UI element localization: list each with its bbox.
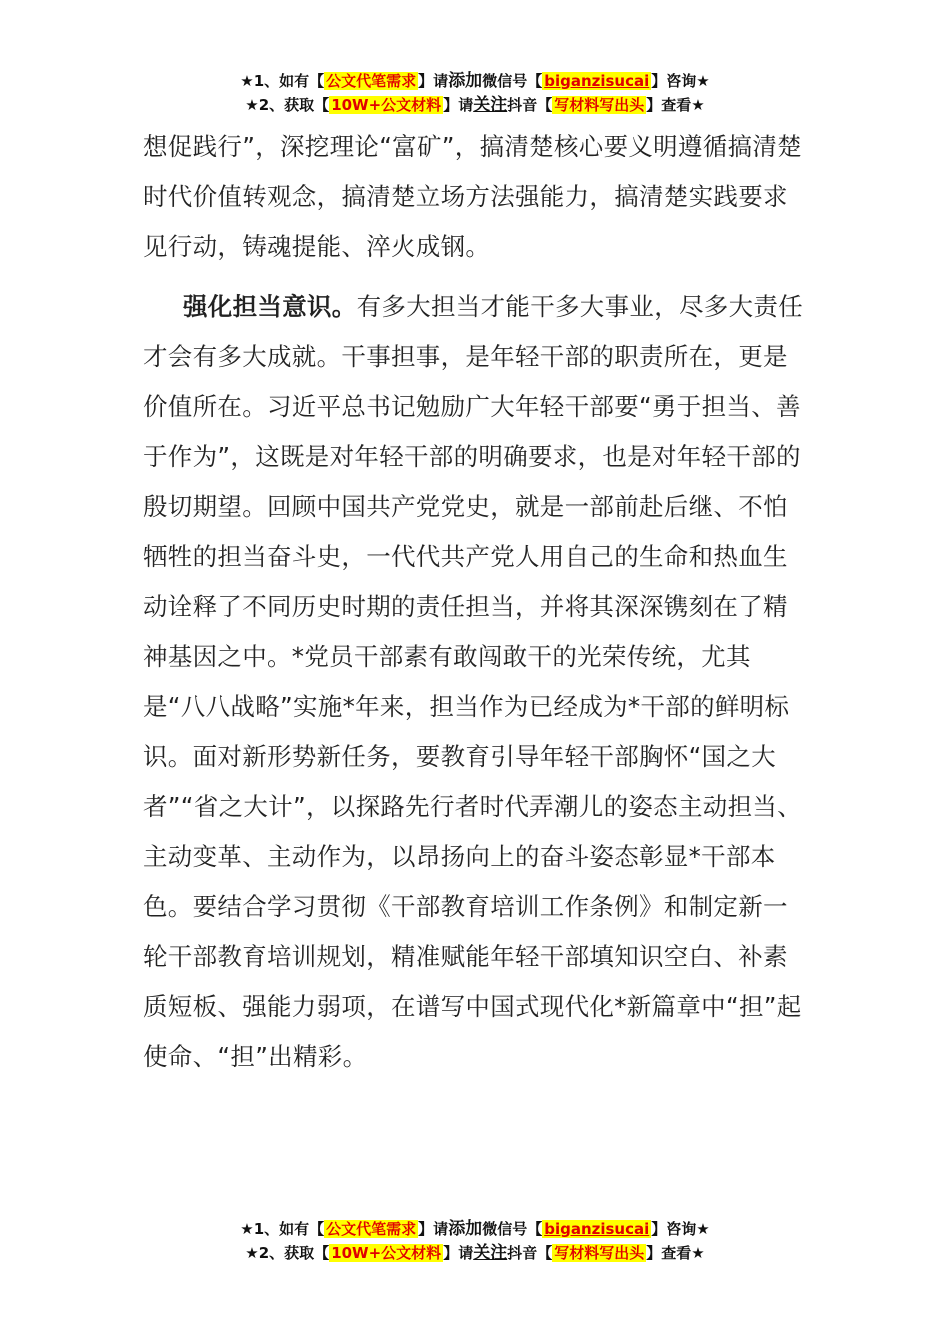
banner-text: 】请 <box>418 1220 449 1238</box>
banner-text: 微信号【 <box>482 72 543 90</box>
paragraph-1: 想促践行”，深挖理论“富矿”，搞清楚核心要义明遵循搞清楚时代价值转观念，搞清楚立场方法强能力，搞清楚实践要求见行动，铸魂提能、淬火成钢。 <box>143 132 802 261</box>
banner-text: 抖音【 <box>507 1244 553 1262</box>
paragraph-2-body: 有多大担当才能干多大事业，尽多大责任才会有多大成就。干事担事，是年轻干部的职责所在，更是价值所在。习近平总书记勉励广大年轻干部要“勇于担当、善于作为”，这既是对年轻干部的明确要求，也是对年轻干部的殷切期望。回顾中国共产党党史，就是一部前赴后继、不怕牺牲的担当奋斗史，一代代共产党人用自己的生命和热血生动诠释了不同历史时期的责任担当，并将其深深镌刻在了精神基因之中。*党员干部素有敢闯敢干的光荣传统，尤其是“八八战略”实施*年来，担当作为已经成为*干部的鲜明标识。面对新形势新任务，要教育引导年轻干部胸怀“国之大者”“省之大计”，以探路先行者时代弄潮儿的姿态主动担当、主动变革、主动作为，以昂扬向上的奋斗姿态彰显*干部本色。要结合学习贯彻《干部教育培训工作条例》和制定新一轮干部教育培训规划，精准赋能年轻干部填知识空白、补素质短板、强能力弱项，在谱写中国式现代化*新篇章中“担”起使命、“担”出精彩。 <box>143 292 804 1071</box>
banner-text: ★1、如有【 <box>240 72 325 90</box>
banner-text: 】查看★ <box>646 1244 705 1262</box>
highlight-materials: 10W+公文材料 <box>331 1244 442 1262</box>
banner-text: 】查看★ <box>646 96 705 114</box>
banner-line-2 <box>0 93 950 117</box>
banner-text: ★2、获取【 <box>245 96 330 114</box>
highlight-wechat-id: biganzisucai <box>544 1220 650 1238</box>
banner-text: 微信号【 <box>482 1220 543 1238</box>
banner-line-1 <box>0 1217 950 1241</box>
banner-text: 】请 <box>418 72 449 90</box>
banner-line-2 <box>0 1241 950 1265</box>
highlight-douyin: 写材料写出头 <box>554 96 645 114</box>
document-body <box>143 122 808 1082</box>
highlight-service: 公文代笔需求 <box>326 1220 417 1238</box>
banner-text: 关注 <box>473 95 508 115</box>
bottom-banner <box>0 1217 950 1265</box>
banner-text: 抖音【 <box>507 96 553 114</box>
banner-text: 】请 <box>443 96 474 114</box>
top-banner <box>0 69 950 117</box>
banner-text: 添加 <box>448 1219 483 1239</box>
banner-text: 关注 <box>473 1243 508 1263</box>
banner-line-1 <box>0 69 950 93</box>
banner-text: 】咨询★ <box>651 72 710 90</box>
highlight-materials: 10W+公文材料 <box>331 96 442 114</box>
highlight-wechat-id: biganzisucai <box>544 72 650 90</box>
banner-text: ★2、获取【 <box>245 1244 330 1262</box>
banner-text: 添加 <box>448 71 483 91</box>
highlight-douyin: 写材料写出头 <box>554 1244 645 1262</box>
banner-text: ★1、如有【 <box>240 1220 325 1238</box>
highlight-service: 公文代笔需求 <box>326 72 417 90</box>
banner-text: 】咨询★ <box>651 1220 710 1238</box>
paragraph-2-lead: 强化担当意识。 <box>183 292 357 321</box>
paragraph-2 <box>143 282 808 1082</box>
banner-text: 】请 <box>443 1244 474 1262</box>
